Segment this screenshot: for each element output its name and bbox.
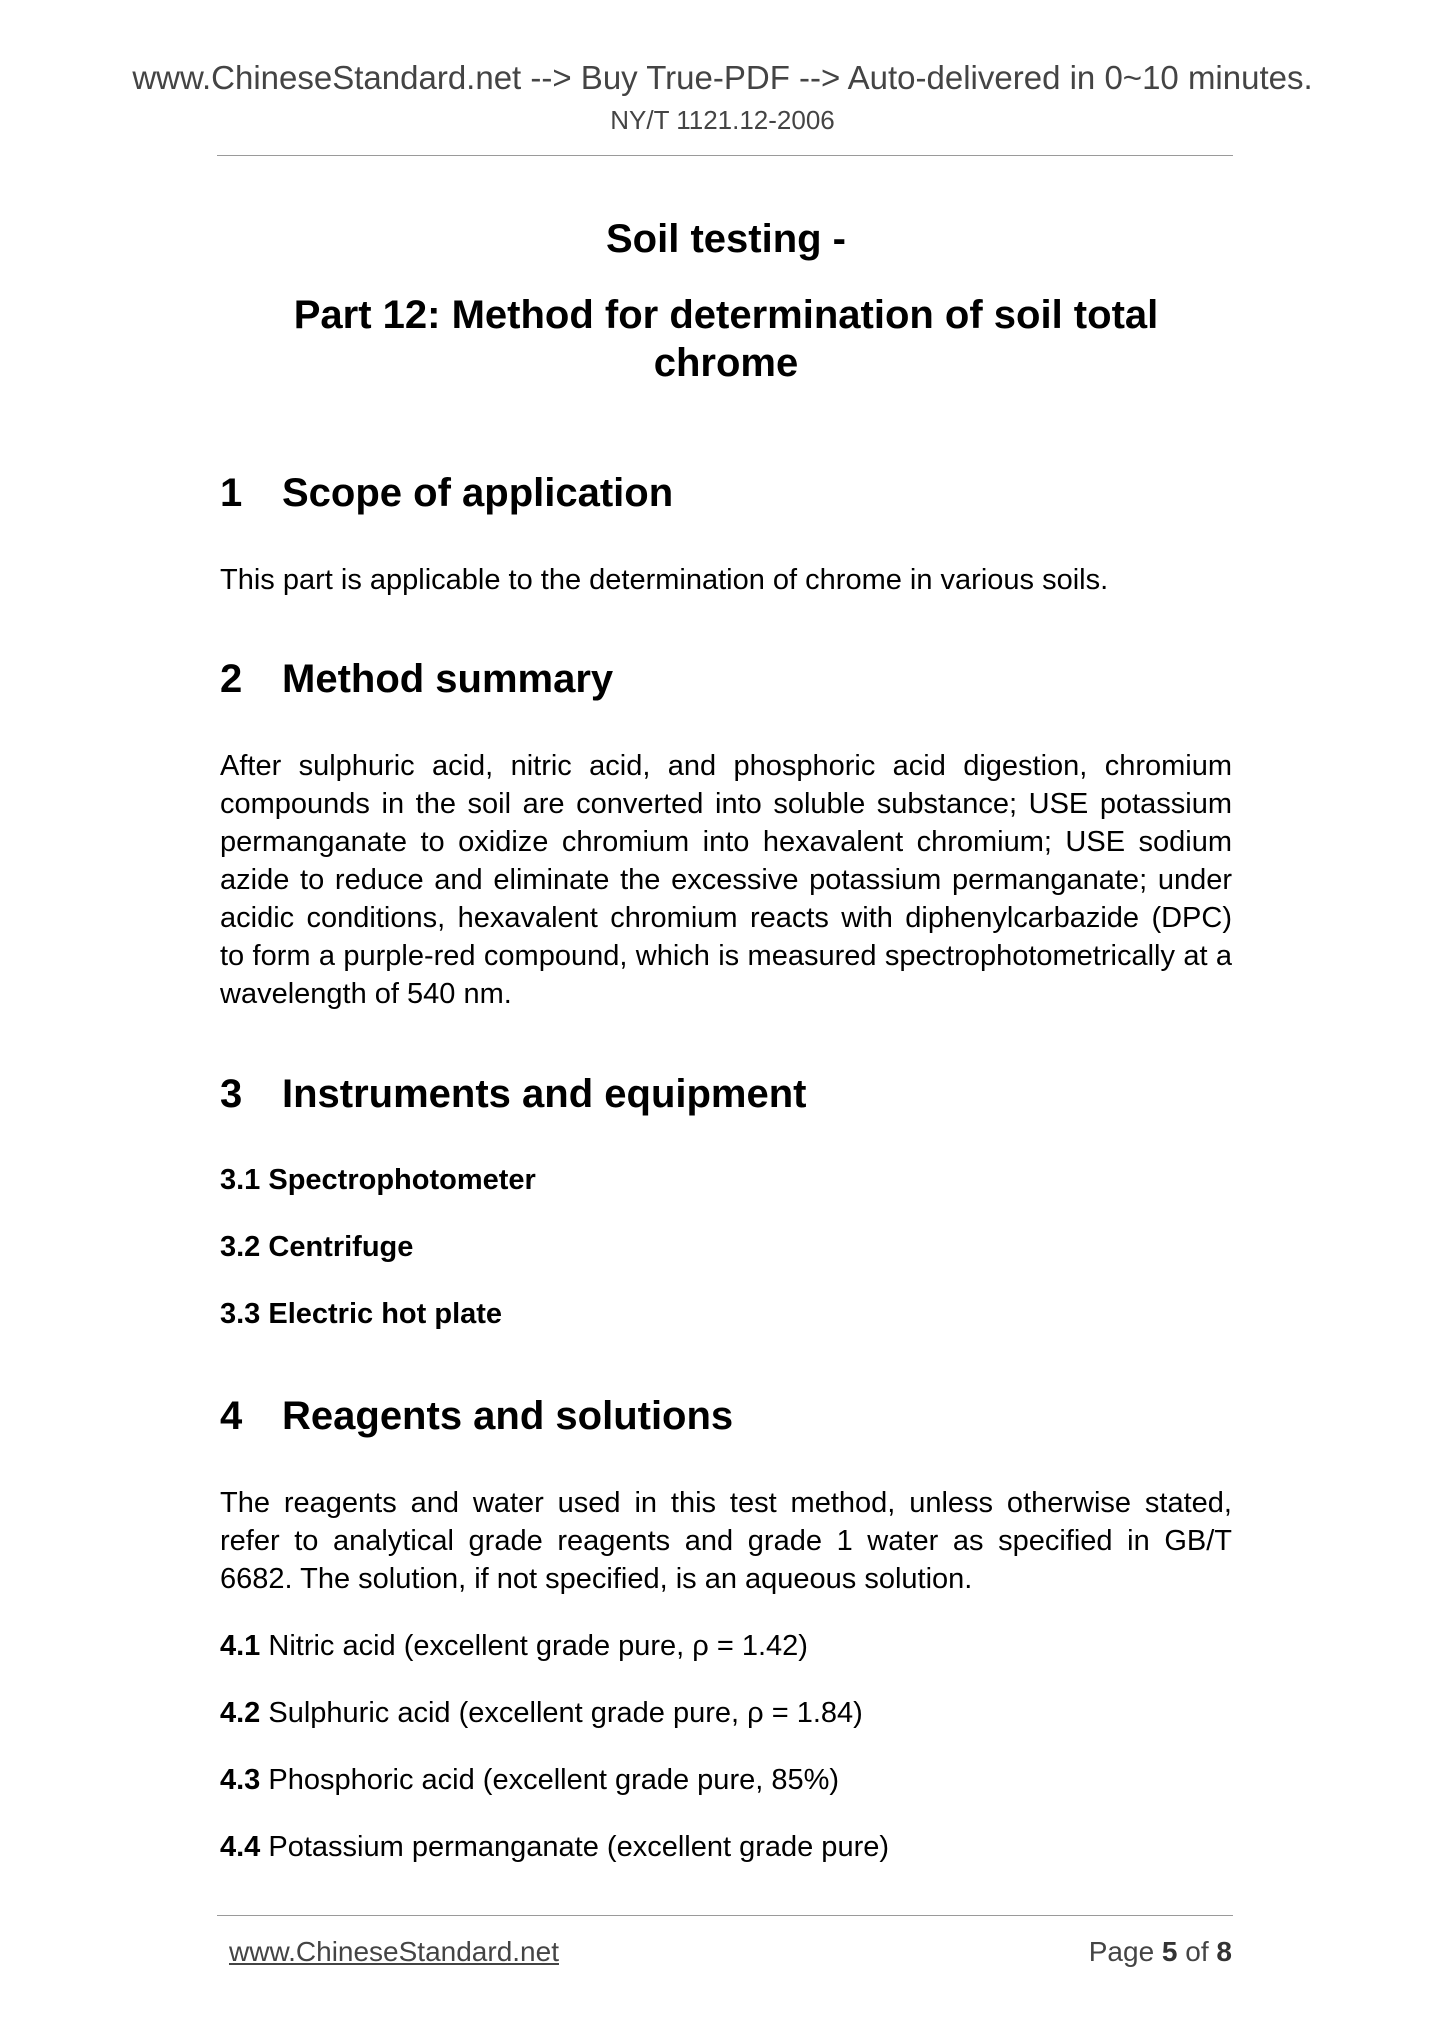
standard-code: NY/T 1121.12-2006 [610,105,835,135]
list-item [220,1761,839,1799]
header-divider [217,155,1233,156]
section-1-body: This part is applicable to the determination of chrome in various soils. [220,564,1109,596]
list-item [220,1694,863,1732]
page-indicator [1089,1935,1232,1969]
section-number: 1 [220,471,243,515]
section-title: Scope of application [282,471,674,515]
section-title: Instruments and equipment [282,1072,807,1116]
section-1-heading [220,469,673,517]
footer-divider [217,1915,1233,1916]
page-of: of [1177,1936,1217,1967]
section-title: Method summary [282,657,614,701]
item-text: Potassium permanganate (excellent grade pure) [260,1831,890,1863]
item-text: Sulphuric acid (excellent grade pure, ρ = 1.84) [260,1697,863,1729]
page-current: 5 [1161,1936,1178,1967]
item-number: 4.1 [220,1630,261,1662]
section-number: 2 [220,657,243,701]
document-title-line1: Soil testing - [606,217,846,261]
section-4-body: The reagents and water used in this test method, unless otherwise stated, refer to analytical grade reagents and grade 1 water as specified in GB/T 6682. The solution, if not specified, is an aqueous solution. [220,1487,1232,1595]
document-title-line2: Part 12: Method for determination of soil total chrome [293,293,1159,385]
section-number: 3 [220,1072,243,1116]
source-banner: www.ChineseStandard.net --> Buy True-PDF --> Auto-delivered in 0~10 minutes. [132,59,1313,96]
section-4-heading [220,1392,733,1440]
section-number: 4 [220,1394,243,1438]
section-3-heading [220,1070,807,1118]
item-text: Phosphoric acid (excellent grade pure, 85%) [260,1764,840,1796]
footer-website-link[interactable]: www.ChineseStandard.net [229,1936,559,1967]
subsection-3-3: 3.3 Electric hot plate [220,1298,503,1330]
item-text: Nitric acid (excellent grade pure, ρ = 1.42) [260,1630,808,1662]
page-prefix: Page [1088,1936,1162,1967]
page-total: 8 [1216,1936,1232,1967]
list-item [220,1828,889,1866]
list-item [220,1627,808,1665]
section-2-body: After sulphuric acid, nitric acid, and phosphoric acid digestion, chromium compounds in the soil are converted into soluble substance; USE potassium permanganate to oxidize chromium into hexavalent chromium; USE sodium azide to reduce and eliminate the excessive potassium permanganate; under acidic conditions, hexavalent chromium reacts with diphenylcarbazide (DPC) to form a purple-red compound, which is measured spectrophotometrically at a wavelength of 540 nm. [220,750,1232,1010]
subsection-3-1: 3.1 Spectrophotometer [220,1164,536,1196]
item-number: 4.3 [220,1764,261,1796]
item-number: 4.4 [220,1831,261,1863]
section-title: Reagents and solutions [282,1394,734,1438]
section-2-heading [220,655,613,703]
subsection-3-2: 3.2 Centrifuge [220,1231,414,1263]
item-number: 4.2 [220,1697,261,1729]
